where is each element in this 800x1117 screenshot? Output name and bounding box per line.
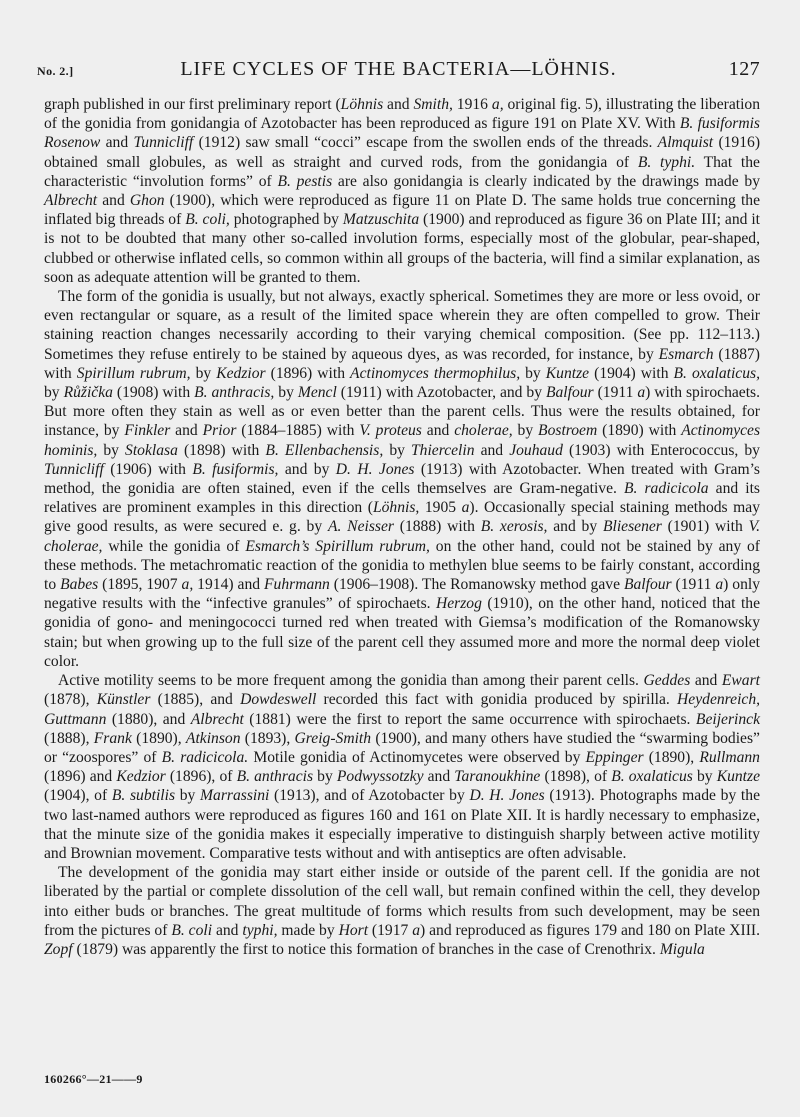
italic-text: a <box>637 384 646 402</box>
text-run: (1911 <box>671 576 716 594</box>
text-run: (1916) obtained small globules, as well as straight and curved rods, from the gonidangia of <box>44 134 761 171</box>
italic-text: B. Ellenbachensis, <box>265 441 384 459</box>
italic-text: Finkler <box>124 422 171 440</box>
text-run: (1911) with Azotobacter, and by <box>336 384 546 402</box>
italic-text: Eppinger <box>585 748 644 766</box>
italic-text: B. radicicola <box>623 480 709 498</box>
italic-text: Zopf <box>44 940 73 958</box>
italic-text: a <box>461 499 470 517</box>
print-code: 160266°—21——9 <box>44 1072 143 1086</box>
text-run: and <box>383 96 414 113</box>
text-run: graph published in our first preliminary report ( <box>44 96 341 113</box>
italic-text: Marrassini <box>200 787 270 805</box>
italic-text: B. radicicola. <box>161 748 249 766</box>
text-run: (1884–1885) with <box>236 422 360 440</box>
italic-text: Hort <box>338 921 369 939</box>
italic-text: Esmarch’s Spirillum rubrum, <box>245 537 430 555</box>
body-text <box>44 95 760 959</box>
text-run: (1900), which were reproduced as figure 11 on Plate D. The same holds true concerning the inflated big threads of <box>44 192 761 229</box>
text-run: (1912) saw small “cocci” escape from the swollen ends of the threads. <box>193 134 658 152</box>
text-run: ). Occasionally special staining methods may give good results, as were secured e. g. by <box>44 499 760 536</box>
text-run: and <box>97 192 130 210</box>
italic-text: Prior <box>202 422 237 440</box>
text-run: ) with spirochaets. But more often they stain as well as or even better than the parent cells. Thus were the results obtained, for instance, by <box>44 384 761 440</box>
italic-text: Frank <box>93 729 132 747</box>
italic-text: Babes <box>60 576 99 594</box>
text-run: recorded this fact with gonidia produced by spirilla. <box>316 691 678 709</box>
italic-text: Migula <box>659 940 705 958</box>
text-run: by <box>520 364 546 382</box>
text-run: and <box>100 134 134 152</box>
text-run: (1898) with <box>177 441 266 459</box>
text-run: and <box>421 422 455 440</box>
text-run: and <box>474 441 510 459</box>
text-run: and <box>690 672 722 690</box>
text-run: (1890), <box>131 729 186 747</box>
text-run: (1906) with <box>103 460 193 478</box>
text-run: (1890) with <box>597 422 682 440</box>
italic-text: Löhnis, <box>372 499 420 517</box>
text-run: (1900) and reproduced as figure 36 on Plate III; and it is not to be doubted that many other so-called involution forms, especially most of the globular, pear-shaped, clubbed or otherwise inflated cells, so common within all groups of the bacteria, will find a similar explanation, as soon as adequate attention will be granted to them. <box>44 211 760 286</box>
issue-number: No. 2.] <box>37 64 74 78</box>
text-run: by <box>175 787 201 805</box>
italic-text: Albrecht <box>44 192 98 210</box>
italic-text: Balfour <box>545 384 594 402</box>
italic-text: B. typhi. <box>637 153 696 171</box>
italic-text: Stoklasa <box>125 441 178 459</box>
italic-text: B. oxalaticus, <box>673 364 760 382</box>
text-run: (1900), and many others have studied the “swarming bodies” or “zoospores” of <box>44 729 760 766</box>
italic-text: Taranoukhine <box>454 768 541 786</box>
italic-text: Atkinson <box>185 729 241 747</box>
text-run: and its relatives are prominent examples in this direction ( <box>44 480 760 517</box>
text-run: by <box>313 768 337 786</box>
italic-text: B. oxalaticus <box>611 768 693 786</box>
italic-text: B. anthracis, <box>194 384 275 402</box>
text-run: (1898), of <box>540 768 612 786</box>
text-run: (1881) were the first to report the same occurrence with spirochaets. <box>243 710 696 728</box>
text-run: while the gonidia of <box>102 537 246 555</box>
italic-text: a, <box>491 96 504 113</box>
italic-text: A. Neisser <box>327 518 394 536</box>
text-run: ) and reproduced as figures 179 and 180 on Plate XIII. <box>420 921 760 939</box>
text-run: Active motility seems to be more frequent among the gonidia than among their parent cells. <box>58 672 644 690</box>
text-run: (1913). Photographs made by the two last-named authors were reproduced as figures 160 and 161 on Plate XII. It is hardly necessary to emphasize, that the minute size of the gonidia makes it especially imperative to distinguish sharply between active motility and Brownian movement. Comparative tests without and with antiseptics are often advisable. <box>44 787 760 862</box>
text-run: (1896) and <box>44 768 117 786</box>
text-run: (1879) was apparently the first to notice this formation of branches in the case of Crenothrix. <box>72 940 660 958</box>
italic-text: Actinomyces thermophilus, <box>350 364 521 382</box>
italic-text: Heydenreich, Guttmann <box>44 691 761 728</box>
italic-text: Fuhrmann <box>264 576 330 594</box>
text-run: (1910), on the other hand, noticed that the gonidia of gono- and meningococci turned red when treated with Giemsa’s modification of the Romanowsky stain; but when growing up to the full size of the parent cell they assumed more and more the normal deep violet color. <box>44 595 760 670</box>
text-run: (1917 <box>368 921 413 939</box>
italic-text: Künstler <box>96 691 151 709</box>
italic-text: Tunnicliff <box>133 134 194 152</box>
paragraph-p1 <box>44 95 760 287</box>
text-run: made by <box>277 921 339 939</box>
text-run: by <box>383 441 411 459</box>
text-run: The form of the gonidia is usually, but not always, exactly spherical. Sometimes they are more or less ovoid, or even rectangular or square, as a result of the limited space wherein they are often compelled to grow. Their staining reaction changes necessarily according to their varying chemical composition. (See pp. 112–113.) Sometimes they refuse entirely to be stained by aqueous dyes, as was recorded, for instance, by <box>44 288 760 363</box>
text-run: original fig. 5), illustrating the liberation of the gonidia from gonidangia of Azotobacter has been reproduced as figure 191 on Plate XV. With <box>44 96 760 133</box>
italic-text: Almquist <box>657 134 714 152</box>
text-run: (1903) with Enterococcus, by <box>562 441 760 459</box>
text-run: are also gonidangia is clearly indicated by the drawings made by <box>332 172 760 190</box>
italic-text: Herzog <box>435 595 482 613</box>
text-run: on the other hand, could not be stained by any of these methods. The metachromatic reaction of the gonidia to methylen blue seems to be fairly constant, according to <box>44 537 760 594</box>
text-run: and <box>170 422 203 440</box>
italic-text: B. anthracis <box>236 768 314 786</box>
text-run: (1895, 1907 <box>98 576 182 594</box>
running-title: LIFE CYCLES OF THE BACTERIA—LÖHNIS. <box>180 58 617 80</box>
italic-text: Smith, <box>413 96 453 113</box>
italic-text: a <box>412 921 421 939</box>
text-run: and by <box>278 460 336 478</box>
text-run: (1890), <box>643 748 700 766</box>
italic-text: Kuntze <box>545 364 590 382</box>
text-run: (1878), <box>44 691 97 709</box>
text-run: (1888) with <box>393 518 481 536</box>
text-run: (1896), of <box>165 768 237 786</box>
italic-text: typhi, <box>242 921 278 939</box>
italic-text: Růžička <box>63 384 113 402</box>
italic-text: Podwyssotzky <box>336 768 424 786</box>
text-run: by <box>97 441 126 459</box>
italic-text: Actinomyces hominis, <box>44 422 761 459</box>
paragraph-p3 <box>44 671 760 863</box>
text-run: by <box>692 768 717 786</box>
italic-text: a <box>715 576 724 594</box>
text-run: (1913) with Azotobacter. When treated with Gram’s method, the gonidia are often stained, even if the cells themselves are Gram-negative. <box>44 460 760 498</box>
running-head <box>37 58 760 88</box>
text-run: (1887) with <box>44 345 760 382</box>
italic-text: Kedzior <box>216 364 266 382</box>
text-run: photographed by <box>229 211 343 229</box>
text-run: (1885), and <box>150 691 241 709</box>
text-run: (1893), <box>240 729 295 747</box>
text-run: and <box>212 921 243 939</box>
italic-text: Matzuschita <box>342 211 420 229</box>
italic-text: V. cholerae, <box>44 518 761 555</box>
text-run: 1905 <box>419 499 462 517</box>
italic-text: a, <box>181 576 194 594</box>
italic-text: Kedzior <box>116 768 166 786</box>
text-run: (1896) with <box>265 364 351 382</box>
italic-text: Tunnicliff <box>44 460 104 478</box>
italic-text: Bliesener <box>602 518 662 536</box>
italic-text: B. fusiformis, <box>192 460 279 478</box>
text-run: 1914) and <box>193 576 264 594</box>
italic-text: Dowdeswell <box>240 691 317 709</box>
text-run: ) only negative results with the “infective granules” of spirochaets. <box>44 576 760 613</box>
text-run: by <box>512 422 539 440</box>
italic-text: Löhnis <box>340 96 384 113</box>
italic-text: B. coli <box>171 921 213 939</box>
italic-text: V. proteus <box>359 422 422 440</box>
text-run: 1916 <box>452 96 492 113</box>
text-run: by <box>274 384 298 402</box>
text-run: (1911 <box>593 384 638 402</box>
text-run: and <box>423 768 455 786</box>
italic-text: B. fusiformis Rosenow <box>44 115 760 152</box>
italic-text: Rullmann <box>699 748 760 766</box>
italic-text: Ghon <box>129 192 165 210</box>
paragraph-p2 <box>44 287 760 671</box>
text-run: (1906–1908). The Romanowsky method gave <box>329 576 624 594</box>
text-run: and by <box>547 518 603 536</box>
text-run: (1913), and of Azotobacter by <box>269 787 470 805</box>
italic-text: Greig-Smith <box>294 729 372 747</box>
italic-text: Balfour <box>623 576 672 594</box>
text-run: (1901) with <box>661 518 749 536</box>
italic-text: Beijerinck <box>695 710 760 728</box>
italic-text: B. subtilis <box>111 787 176 805</box>
text-run: (1904) with <box>589 364 674 382</box>
italic-text: B. pestis <box>277 172 333 190</box>
text-run: by <box>44 384 64 402</box>
italic-text: Ewart <box>721 672 760 690</box>
italic-text: D. H. Jones <box>335 460 415 478</box>
italic-text: Bostroem <box>538 422 598 440</box>
italic-text: Spirillum rubrum, <box>76 364 191 382</box>
text-run: (1908) with <box>112 384 195 402</box>
italic-text: Mencl <box>297 384 337 402</box>
page-number: 127 <box>728 58 760 80</box>
text-run: by <box>190 364 217 382</box>
italic-text: D. H. Jones <box>469 787 545 805</box>
italic-text: Kuntze <box>716 768 761 786</box>
text-run: Motile gonidia of Actinomycetes were observed by <box>248 748 586 766</box>
text-run: (1880), and <box>106 710 191 728</box>
italic-text: cholerae, <box>454 422 513 440</box>
text-run: The development of the gonidia may start either inside or outside of the parent cell. If the gonidia are not liberated by the partial or complete dissolution of the cell wall, but remain confined within the cell, they develop into either buds or branches. The great multitude of forms which results from such development, may be seen from the pictures of <box>44 864 760 939</box>
italic-text: B. xerosis, <box>480 518 548 536</box>
italic-text: Thiercelin <box>410 441 475 459</box>
italic-text: Albrecht <box>190 710 244 728</box>
text-run: (1888), <box>44 729 94 747</box>
italic-text: B. coli, <box>185 211 230 229</box>
paragraph-p4 <box>44 863 760 959</box>
italic-text: Jouhaud <box>509 441 563 459</box>
text-run: (1904), of <box>44 787 112 805</box>
italic-text: Geddes <box>643 672 691 690</box>
italic-text: Esmarch <box>658 345 714 363</box>
text-run: That the characteristic “involution forms” of <box>44 153 760 190</box>
